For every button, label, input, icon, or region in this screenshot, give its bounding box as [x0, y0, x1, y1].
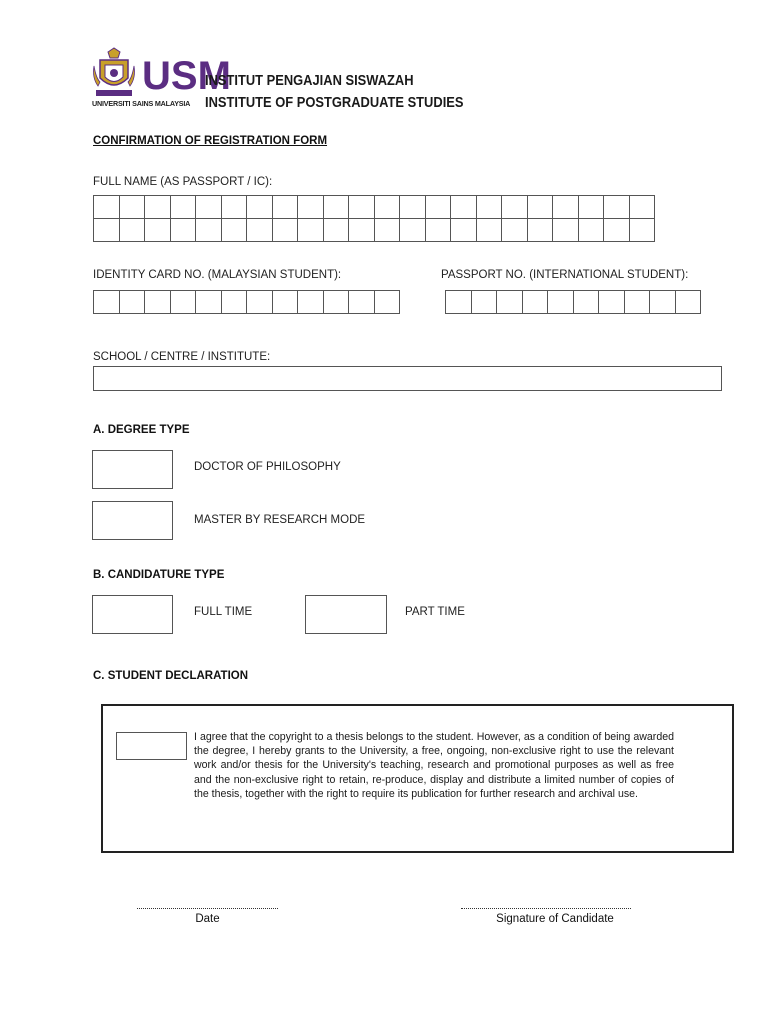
- passport-number-cell[interactable]: [598, 290, 625, 314]
- full-name-cell[interactable]: [170, 195, 197, 219]
- university-name: UNIVERSITI SAINS MALAYSIA: [92, 99, 191, 108]
- ic-number-cell[interactable]: [221, 290, 248, 314]
- ic-number-label: IDENTITY CARD NO. (MALAYSIAN STUDENT):: [93, 269, 342, 281]
- full-name-cell[interactable]: [246, 218, 273, 242]
- full-name-cell[interactable]: [348, 195, 375, 219]
- signature-label: Signature of Candidate: [496, 913, 614, 925]
- full-name-cell[interactable]: [119, 218, 146, 242]
- ic-number-cell[interactable]: [246, 290, 273, 314]
- full-name-cell[interactable]: [374, 218, 401, 242]
- full-name-cell[interactable]: [552, 218, 579, 242]
- ic-number-cell[interactable]: [144, 290, 171, 314]
- full-name-cell[interactable]: [119, 195, 146, 219]
- passport-number-cell[interactable]: [573, 290, 600, 314]
- degree-type-heading: A. DEGREE TYPE: [93, 424, 190, 436]
- full-time-checkbox[interactable]: [92, 595, 173, 634]
- signature-line[interactable]: [461, 908, 631, 909]
- full-name-cell[interactable]: [527, 218, 554, 242]
- ic-number-cell[interactable]: [374, 290, 401, 314]
- full-name-cell[interactable]: [170, 218, 197, 242]
- full-name-cell[interactable]: [578, 218, 605, 242]
- full-name-cell[interactable]: [272, 218, 299, 242]
- full-name-cell[interactable]: [425, 218, 452, 242]
- full-name-cell[interactable]: [450, 218, 477, 242]
- date-label: Date: [195, 913, 220, 925]
- passport-number-cell[interactable]: [445, 290, 472, 314]
- full-name-cell[interactable]: [603, 195, 630, 219]
- full-name-cell[interactable]: [93, 195, 120, 219]
- full-name-cell[interactable]: [297, 195, 324, 219]
- full-name-cell[interactable]: [629, 218, 656, 242]
- declaration-heading: C. STUDENT DECLARATION: [93, 670, 249, 682]
- ic-number-cell[interactable]: [297, 290, 324, 314]
- full-name-cell[interactable]: [323, 218, 350, 242]
- candidature-type-heading: B. CANDIDATURE TYPE: [93, 569, 225, 581]
- master-research-checkbox[interactable]: [92, 501, 173, 540]
- full-name-cell[interactable]: [476, 218, 503, 242]
- full-name-label: FULL NAME (AS PASSPORT / IC):: [93, 176, 273, 188]
- passport-number-cell[interactable]: [471, 290, 498, 314]
- full-name-row-2[interactable]: [93, 218, 654, 242]
- full-name-cell[interactable]: [425, 195, 452, 219]
- full-name-cell[interactable]: [374, 195, 401, 219]
- university-crest-icon: [92, 48, 136, 98]
- ic-number-cell[interactable]: [170, 290, 197, 314]
- usm-logo: [92, 48, 231, 112]
- ic-number-cell[interactable]: [119, 290, 146, 314]
- ic-number-cell[interactable]: [195, 290, 222, 314]
- full-name-cell[interactable]: [501, 218, 528, 242]
- passport-number-field[interactable]: [445, 290, 700, 314]
- school-label: SCHOOL / CENTRE / INSTITUTE:: [93, 351, 271, 363]
- full-name-cell[interactable]: [450, 195, 477, 219]
- usm-logo-mark: [142, 51, 231, 98]
- passport-number-cell[interactable]: [547, 290, 574, 314]
- ic-number-cell[interactable]: [93, 290, 120, 314]
- full-name-cell[interactable]: [552, 195, 579, 219]
- full-name-cell[interactable]: [348, 218, 375, 242]
- full-name-cell[interactable]: [221, 195, 248, 219]
- full-name-cell[interactable]: [195, 218, 222, 242]
- institute-title-english: INSTITUTE OF POSTGRADUATE STUDIES: [205, 94, 464, 111]
- institute-title-malay: INSTITUT PENGAJIAN SISWAZAH: [205, 72, 414, 89]
- full-name-cell[interactable]: [629, 195, 656, 219]
- passport-number-label: PASSPORT NO. (INTERNATIONAL STUDENT):: [441, 269, 689, 281]
- full-name-cell[interactable]: [501, 195, 528, 219]
- full-name-cell[interactable]: [399, 218, 426, 242]
- part-time-checkbox[interactable]: [305, 595, 387, 634]
- full-name-cell[interactable]: [144, 218, 171, 242]
- full-name-cell[interactable]: [272, 195, 299, 219]
- declaration-agree-checkbox[interactable]: [116, 732, 187, 760]
- full-time-label: FULL TIME: [194, 606, 253, 618]
- passport-number-cell[interactable]: [624, 290, 651, 314]
- ic-number-cell[interactable]: [348, 290, 375, 314]
- full-name-cell[interactable]: [221, 218, 248, 242]
- full-name-cell[interactable]: [603, 218, 630, 242]
- full-name-cell[interactable]: [399, 195, 426, 219]
- full-name-cell[interactable]: [195, 195, 222, 219]
- full-name-cell[interactable]: [578, 195, 605, 219]
- full-name-row-1[interactable]: [93, 195, 654, 219]
- full-name-cell[interactable]: [93, 218, 120, 242]
- part-time-label: PART TIME: [405, 606, 465, 618]
- ic-number-cell[interactable]: [323, 290, 350, 314]
- full-name-cell[interactable]: [476, 195, 503, 219]
- passport-number-cell[interactable]: [522, 290, 549, 314]
- form-title: CONFIRMATION OF REGISTRATION FORM: [93, 135, 328, 147]
- passport-number-cell[interactable]: [496, 290, 523, 314]
- phd-label: DOCTOR OF PHILOSOPHY: [194, 461, 341, 473]
- ic-number-cell[interactable]: [272, 290, 299, 314]
- passport-number-cell[interactable]: [649, 290, 676, 314]
- date-line[interactable]: [137, 908, 278, 909]
- phd-checkbox[interactable]: [92, 450, 173, 489]
- usm-logo-text: USM: [142, 54, 231, 98]
- full-name-cell[interactable]: [144, 195, 171, 219]
- school-input[interactable]: [93, 366, 722, 391]
- passport-number-cell[interactable]: [675, 290, 702, 314]
- full-name-cell[interactable]: [527, 195, 554, 219]
- full-name-cell[interactable]: [323, 195, 350, 219]
- declaration-text: I agree that the copyright to a thesis belongs to the student. However, as a condition of being awarded the degree, I hereby grants to the University, a free, ongoing, non-exclusive right to use the relevant work and/or thesis for the University's teaching, research and promotional purposes as well as free and the non-exclusive right to retain, re-produce, display and distribute a limited number of copies of the thesis, together with the right to require its publication for further research and archival use.: [194, 731, 674, 800]
- full-name-cell[interactable]: [246, 195, 273, 219]
- master-research-label: MASTER BY RESEARCH MODE: [194, 514, 366, 526]
- ic-number-field[interactable]: [93, 290, 399, 314]
- full-name-cell[interactable]: [297, 218, 324, 242]
